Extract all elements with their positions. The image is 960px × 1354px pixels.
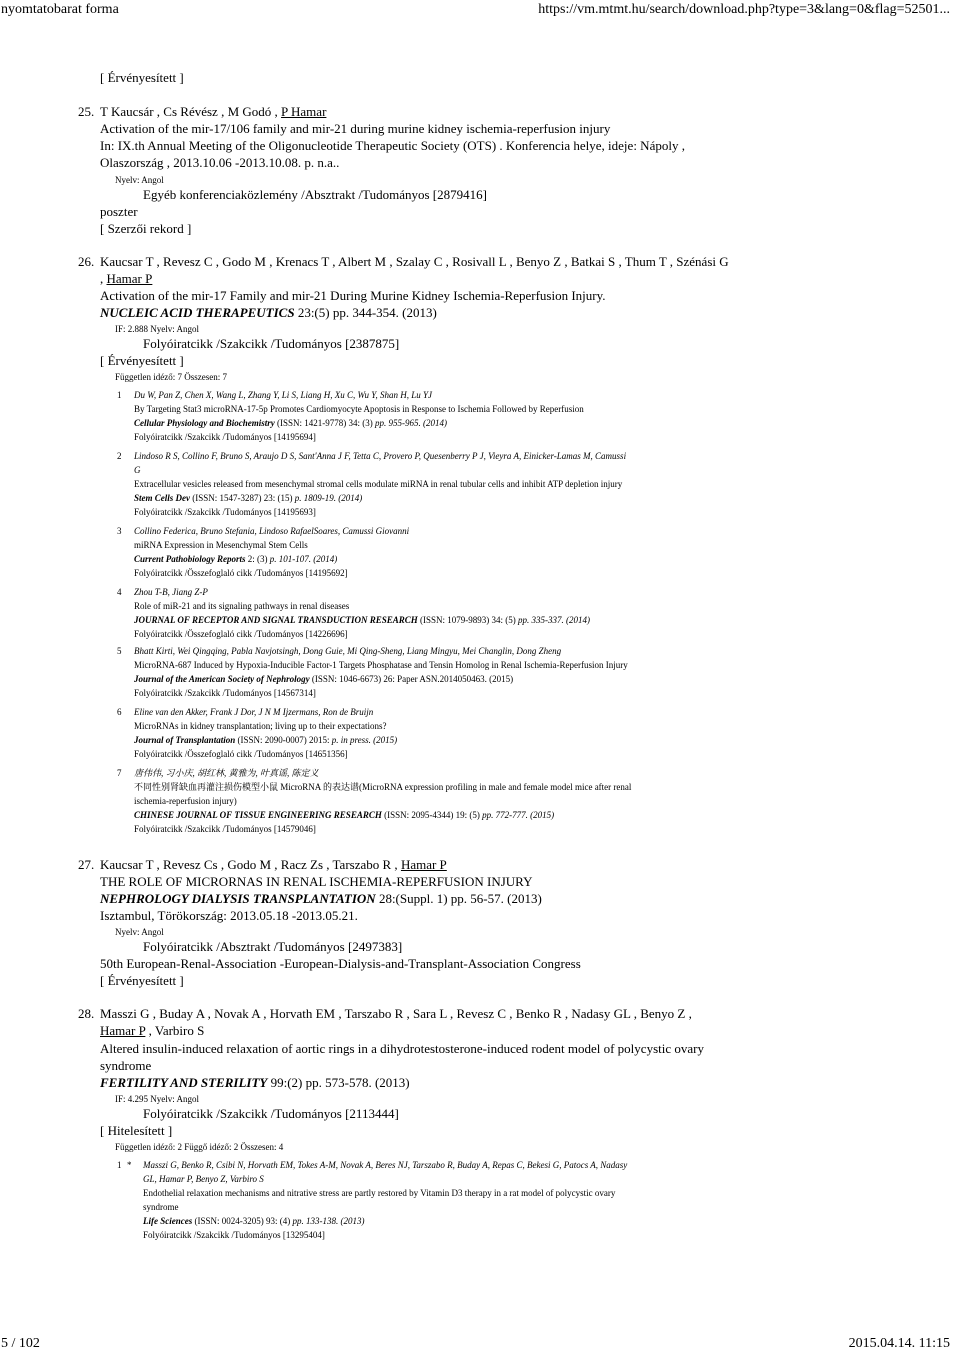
citation-authors: Bhatt Kirti, Wei Qingqing, Pabla Navjotsingh, Dong Guie, Mi Qing-Sheng, Liang Mingyu, Mei Changlin, Dong Zheng [134, 646, 562, 656]
status-badge: [ Érvényesített ] [100, 353, 184, 368]
entry-authors-cont: , Hamar P [100, 271, 153, 286]
status-badge: [ Hitelesített ] [100, 1123, 173, 1138]
entry-type: Egyéb konferenciaközlemény /Absztrakt /Tudományos [2879416] [143, 187, 487, 202]
citation-type: Folyóiratcikk /Összefoglaló cikk /Tudományos [14651356] [134, 749, 348, 759]
entry-journal: FERTILITY AND STERILITY 99:(2) pp. 573-578. (2013) [100, 1075, 410, 1090]
citation-title-cont: syndrome [143, 1202, 179, 1212]
status-badge: [ Szerzői rekord ] [100, 221, 192, 236]
citation-authors: Eline van den Akker, Frank J Dor, J N M Ijzermans, Ron de Bruijn [134, 707, 374, 717]
entry-type: Folyóiratcikk /Absztrakt /Tudományos [2497383] [143, 939, 403, 954]
entry-number: 27. [78, 857, 95, 872]
citation-type: Folyóiratcikk /Szakcikk /Tudományos [14567314] [134, 688, 316, 698]
citation-type: Folyóiratcikk /Szakcikk /Tudományos [14579046] [134, 824, 316, 834]
entry-type: Folyóiratcikk /Szakcikk /Tudományos [2113444] [143, 1106, 399, 1121]
citation-authors: Du W, Pan Z, Chen X, Wang L, Zhang Y, Li S, Liang H, Xu C, Wu Y, Shan H, Lu YJ [134, 390, 432, 400]
entry-authors-cont: Hamar P , Varbiro S [100, 1023, 205, 1038]
entry-number: 25. [78, 104, 95, 119]
citation-authors-cont: GL, Hamar P, Benyo Z, Varbiro S [143, 1174, 264, 1184]
citation-journal: Journal of the American Society of Nephrology (ISSN: 1046-6673) 26: Paper ASN.2014050463. (2015) [134, 674, 514, 684]
entry-extra: poszter [100, 204, 138, 219]
citation-title: miRNA Expression in Mesenchymal Stem Cells [134, 540, 308, 550]
citation-authors: Zhou T-B, Jiang Z-P [134, 587, 208, 597]
citation-journal: CHINESE JOURNAL OF TISSUE ENGINEERING RESEARCH (ISSN: 2095-4344) 19: (5) pp. 772-777. (2015) [134, 810, 555, 820]
citation-authors: Collino Federica, Bruno Stefania, Lindoso RafaelSoares, Camussi Giovanni [134, 526, 410, 536]
citation-journal: Journal of Transplantation (ISSN: 2090-0007) 2015: p. in press. (2015) [134, 735, 398, 745]
print-timestamp: 2015.04.14. 11:15 [848, 1336, 950, 1351]
entry-language: Nyelv: Angol [115, 927, 164, 937]
citations-summary: Független idéző: 7 Összesen: 7 [115, 372, 227, 382]
citation-title: Role of miR-21 and its signaling pathways in renal diseases [134, 601, 350, 611]
entry-authors[interactable]: Masszi G , Buday A , Novak A , Horvath EM , Tarszabo R , Sara L , Revesz C , Benko R , Nadasy GL , Benyo Z , [100, 1006, 692, 1021]
citation-journal: Cellular Physiology and Biochemistry (ISSN: 1421-9778) 34: (3) pp. 955-965. (2014) [134, 418, 448, 428]
entry-type: Folyóiratcikk /Szakcikk /Tudományos [2387875] [143, 336, 400, 351]
entry-title: Activation of the mir-17/106 family and mir-21 during murine kidney ischemia-reperfusion injury [100, 121, 611, 136]
status-badge: [ Érvényesített ] [100, 973, 184, 988]
header-url[interactable]: https://vm.mtmt.hu/search/download.php?type=3&lang=0&flag=52501... [538, 2, 950, 17]
citation-type: Folyóiratcikk /Szakcikk /Tudományos [14195693] [134, 507, 316, 517]
entry-title: Activation of the mir-17 Family and mir-21 During Murine Kidney Ischemia-Reperfusion Injury. [100, 288, 606, 303]
citation-title: 不同性别肾缺血再灌注损伤模型小鼠 MicroRNA 的表达谱(MicroRNA expression profiling in male and female model mice after renal [134, 782, 632, 792]
entry-language: Nyelv: Angol [115, 175, 164, 185]
entry-authors: Kaucsar T , Revesz Cs , Godo M , Racz Zs , Tarszabo R , Hamar P [100, 857, 447, 872]
entry-journal: NEPHROLOGY DIALYSIS TRANSPLANTATION 28:(Suppl. 1) pp. 56-57. (2013) [100, 891, 542, 906]
citation-journal: JOURNAL OF RECEPTOR AND SIGNAL TRANSDUCTION RESEARCH (ISSN: 1079-9893) 34: (5) pp. 335-337. (2014) [134, 615, 590, 625]
citation-journal: Stem Cells Dev (ISSN: 1547-3287) 23: (15) p. 1809-19. (2014) [134, 493, 363, 503]
citation-authors: 唐伟伟, 习小庆, 胡红林, 黄雅为, 叶真谣, 陈定义 [134, 768, 319, 778]
entry-authors: T Kaucsár , Cs Révész , M Godó , P Hamar [100, 104, 327, 119]
entry-venue-cont: Olaszország , 2013.10.06 -2013.10.08. p. n.a.. [100, 155, 340, 170]
citation-title: By Targeting Stat3 microRNA-17-5p Promotes Cardiomyocyte Apoptosis in Response to Ischemia Followed by Reperfusion [134, 404, 584, 414]
citation-journal: Life Sciences (ISSN: 0024-3205) 93: (4) pp. 133-138. (2013) [143, 1216, 365, 1226]
citation-authors: Lindoso R S, Collino F, Bruno S, Araujo D S, Sant'Anna J F, Tetta C, Provero P, Quesenberry P J, Vieyra A, Einicker-Lamas M, Camussi [134, 451, 627, 461]
citation-title-cont: ischemia-reperfusion injury) [134, 796, 237, 806]
citation-type: Folyóiratcikk /Összefoglaló cikk /Tudományos [14195692] [134, 568, 348, 578]
citation-title: MicroRNAs in kidney transplantation; living up to their expectations? [134, 721, 387, 731]
citations-summary: Független idéző: 2 Függő idéző: 2 Összesen: 4 [115, 1142, 284, 1152]
status-badge: [ Érvényesített ] [100, 70, 184, 85]
citation-title: Endothelial relaxation mechanisms and nitrative stress are partly restored by Vitamin D3 therapy in a rat model of polycystic ovary [143, 1188, 616, 1198]
citation-journal: Current Pathobiology Reports 2: (3) p. 101-107. (2014) [134, 554, 338, 564]
entry-authors[interactable]: Kaucsar T , Revesz C , Godo M , Krenacs T , Albert M , Szalay C , Rosivall L , Benyo Z , Batkai S , Thum T , Szénási G [100, 254, 729, 269]
page-header [0, 0, 960, 20]
citation-title: MicroRNA-687 Induced by Hypoxia-Inducible Factor-1 Targets Phosphatase and Tensin Homolog in Renal Ischemia-Reperfusion Injury [134, 660, 628, 670]
entry-number: 26. [78, 254, 95, 269]
entry-venue: In: IX.th Annual Meeting of the Oligonucleotide Therapeutic Society (OTS) . Konferencia helye, ideje: Nápoly , [100, 138, 685, 153]
header-title: nyomtatobarat forma [1, 2, 119, 17]
citation-authors-cont: G [134, 465, 141, 475]
entry-number: 28. [78, 1006, 95, 1021]
citation-type: Folyóiratcikk /Összefoglaló cikk /Tudományos [14226696] [134, 629, 348, 639]
citation-title: Extracellular vesicles released from mesenchymal stromal cells modulate miRNA in renal tubular cells and inhibit ATP depletion injury [134, 479, 623, 489]
entry-title: THE ROLE OF MICRORNAS IN RENAL ISCHEMIA-REPERFUSION INJURY [100, 874, 533, 889]
page-footer [0, 1334, 960, 1354]
entry-journal: NUCLEIC ACID THERAPEUTICS 23:(5) pp. 344-354. (2013) [100, 305, 437, 320]
entry-if-language: IF: 4.295 Nyelv: Angol [115, 1094, 200, 1104]
entry-conference: 50th European-Renal-Association -European-Dialysis-and-Transplant-Association Congress [100, 956, 581, 971]
entry-title: Altered insulin-induced relaxation of aortic rings in a dihydrotestosterone-induced rodent model of polycystic ovary [100, 1041, 704, 1056]
citation-type: Folyóiratcikk /Szakcikk /Tudományos [13295404] [143, 1230, 325, 1240]
entry-if-language: IF: 2.888 Nyelv: Angol [115, 324, 200, 334]
page-number: 5 / 102 [1, 1336, 40, 1351]
entry-venue: Isztambul, Törökország: 2013.05.18 -2013.05.21. [100, 908, 358, 923]
entry-title-cont: syndrome [100, 1058, 152, 1073]
citation-type: Folyóiratcikk /Szakcikk /Tudományos [14195694] [134, 432, 316, 442]
citation-authors: Masszi G, Benko R, Csibi N, Horvath EM, Tokes A-M, Novak A, Beres NJ, Tarszabo R, Buday A, Repas C, Bekesi G, Patocs A, Nadasy [143, 1160, 628, 1170]
